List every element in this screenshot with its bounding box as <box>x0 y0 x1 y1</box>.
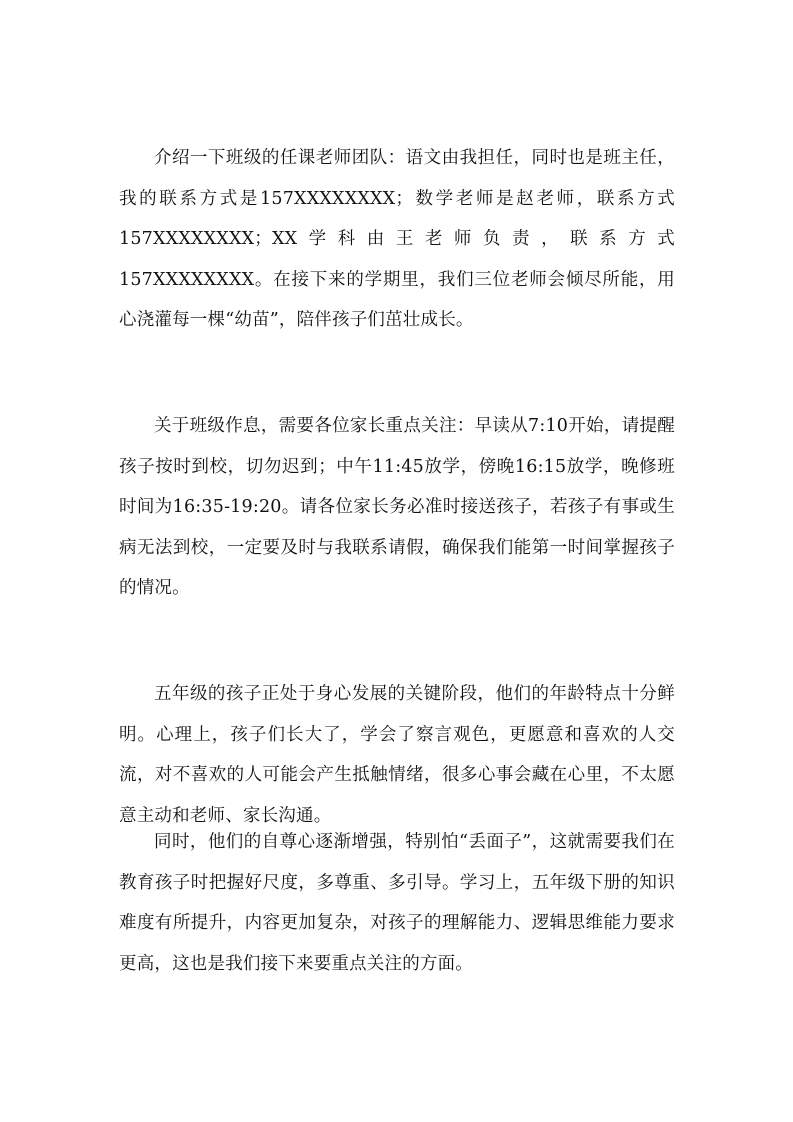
paragraph-teacher-team: 介绍一下班级的任课老师团队：语文由我担任，同时也是班主任，我的联系方式是157XXXXXXXX；数学老师是赵老师，联系方式157XXXXXXXX；XX学科由王老师负责，联系方式157XXXXXXXX。在接下来的学期里，我们三位老师会倾尽所能，用心浇灌每一棵“幼苗”，陪伴孩子们茁壮成长。 <box>119 148 675 330</box>
paragraph-student-characteristics: 五年级的孩子正处于身心发展的关键阶段，他们的年龄特点十分鲜明。心理上，孩子们长大了，学会了察言观色，更愿意和喜欢的人交流，对不喜欢的人可能会产生抵触情绪，很多心事会藏在心里，不太愿意主动和老师、家长沟通。 <box>119 684 675 826</box>
paragraph-class-schedule: 关于班级作息，需要各位家长重点关注：早读从7:10开始，请提醒孩子按时到校，切勿迟到；中午11:45放学，傍晚16:15放学，晚修班时间为16:35-19:20。请各位家长务必准时接送孩子，若孩子有事或生病无法到校，一定要及时与我联系请假，确保我们能第一时间掌握孩子的情况。 <box>119 416 675 598</box>
paragraph-learning-focus: 同时，他们的自尊心逐渐增强，特别怕“丢面子”，这就需要我们在教育孩子时把握好尺度，多尊重、多引导。学习上，五年级下册的知识难度有所提升，内容更加复杂，对孩子的理解能力、逻辑思维能力要求更高，这也是我们接下来要重点关注的方面。 <box>119 832 675 974</box>
